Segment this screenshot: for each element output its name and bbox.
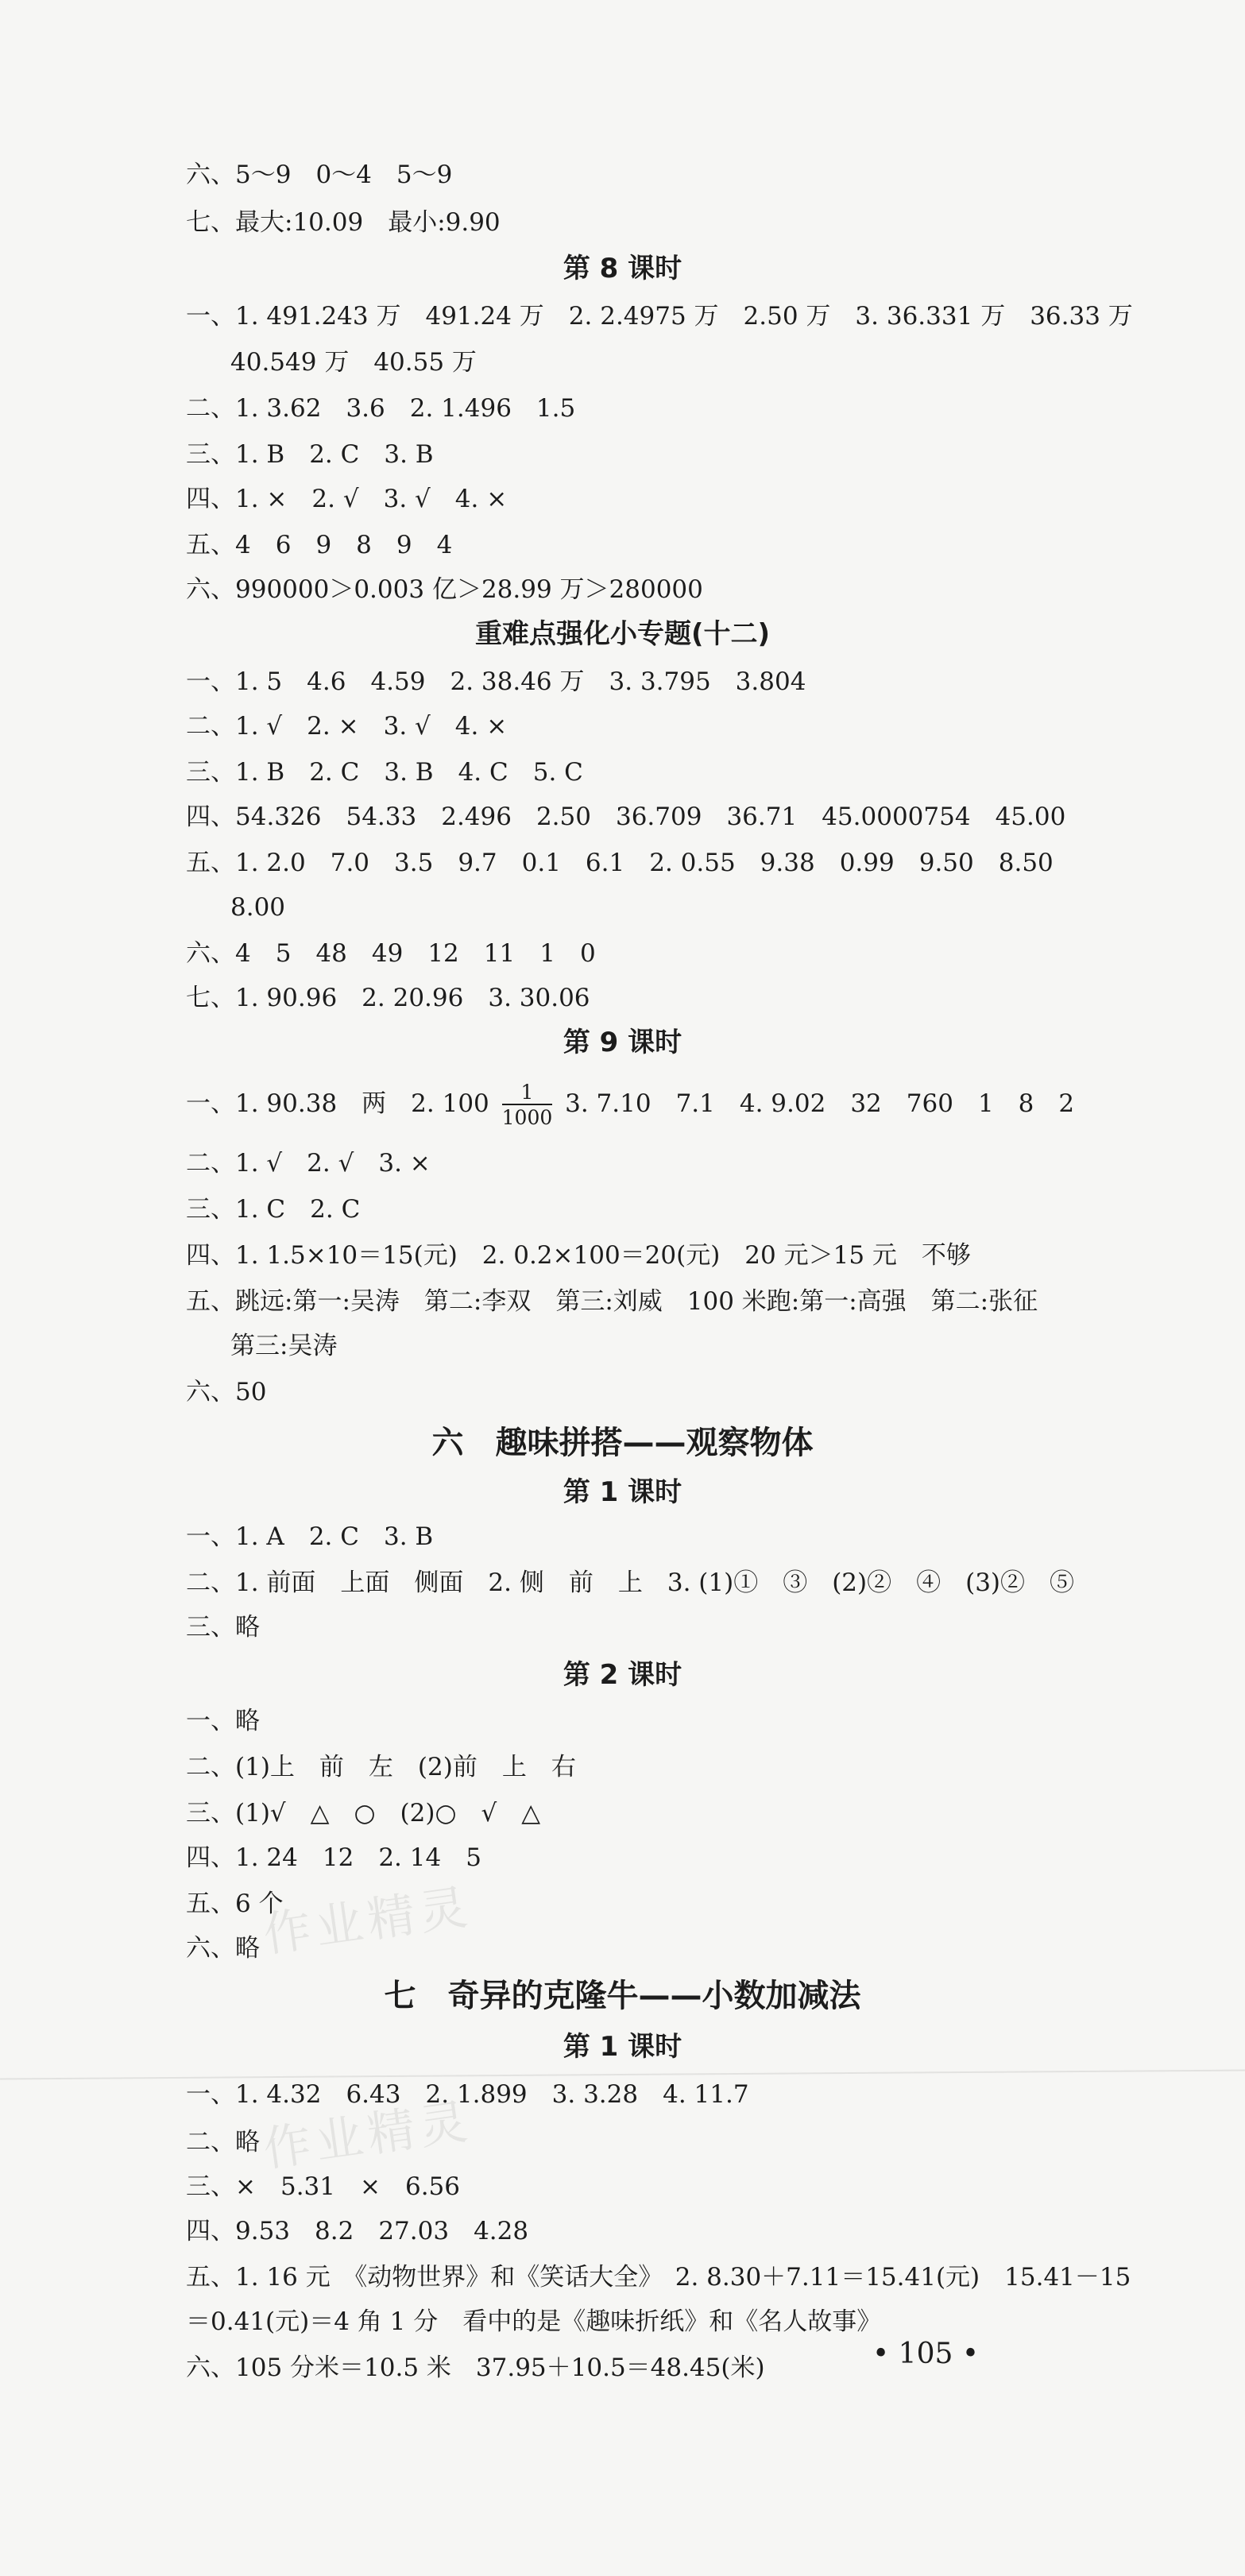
answer-line: 8.00: [230, 893, 286, 922]
watermark: 作业精灵: [260, 1878, 476, 1963]
answer-line: 五、1. 16 元 《动物世界》和《笑话大全》 2. 8.30＋7.11＝15.41(元) 15.41－15: [186, 2263, 1131, 2292]
answer-line: 三、(1)√ △ ○ (2)○ √ △: [186, 1799, 541, 1828]
answer-line: 第三:吴涛: [230, 1332, 338, 1360]
answer-line: 一、1. 5 4.6 4.59 2. 38.46 万 3. 3.795 3.804: [186, 667, 806, 696]
answer-line: 三、1. C 2. C: [186, 1195, 361, 1224]
answer-line: 五、6 个: [186, 1889, 284, 1918]
section-heading: 第 1 课时: [563, 1476, 682, 1508]
answer-line: 四、54.326 54.33 2.496 2.50 36.709 36.71 45.0000754 45.00: [186, 803, 1066, 831]
answer-line: 五、跳远:第一:吴涛 第二:李双 第三:刘威 100 米跑:第一:高强 第二:张征: [186, 1287, 1038, 1316]
answer-text: 一、1. 90.38 两 2. 100: [186, 1089, 489, 1118]
answer-line: 六、50: [186, 1378, 267, 1406]
answer-line: 40.549 万 40.55 万: [230, 348, 477, 377]
answer-line: 一、1. 491.243 万 491.24 万 2. 2.4975 万 2.50 万 3. 36.331 万 36.33 万: [186, 302, 1133, 331]
unit-heading: 六 趣味拼搭——观察物体: [431, 1425, 814, 1461]
unit-heading: 七 奇异的克隆牛——小数加减法: [384, 1978, 861, 2014]
answer-line: 七、最大:10.09 最小:9.90: [186, 208, 501, 237]
answer-line: 三、× 5.31 × 6.56: [186, 2172, 460, 2201]
answer-text: 3. 7.10 7.1 4. 9.02 32 760 1 8 2: [565, 1089, 1075, 1118]
watermark: 作业精灵: [260, 2093, 476, 2178]
answer-line: 四、1. 1.5×10＝15(元) 2. 0.2×100＝20(元) 20 元＞15 元 不够: [186, 1241, 971, 1270]
section-heading: 第 2 课时: [563, 1659, 682, 1691]
answer-line: 二、1. 3.62 3.6 2. 1.496 1.5: [186, 394, 576, 423]
answer-line: 二、略: [186, 2128, 260, 2156]
answer-line: 二、(1)上 前 左 (2)前 上 右: [186, 1753, 576, 1781]
answer-line: 三、1. B 2. C 3. B: [186, 440, 434, 469]
answer-line: 三、1. B 2. C 3. B 4. C 5. C: [186, 758, 583, 787]
section-heading: 第 8 课时: [563, 253, 682, 284]
section-heading: 重难点强化小专题(十二): [474, 618, 771, 650]
answer-line: 六、略: [186, 1934, 260, 1963]
page-number: • 105 •: [872, 2338, 980, 2370]
fraction-denominator: 1000: [501, 1106, 553, 1129]
answer-line: 七、1. 90.96 2. 20.96 3. 30.06: [186, 984, 590, 1012]
answer-line: 二、1. 前面 上面 侧面 2. 侧 前 上 3. (1)① ③ (2)② ④ (3)② ⑤: [186, 1568, 1075, 1597]
answer-line-with-fraction: [186, 1081, 1086, 1129]
section-heading: 第 1 课时: [563, 2031, 682, 2063]
answer-line: 五、4 6 9 8 9 4: [186, 531, 453, 559]
fraction: [502, 1082, 553, 1127]
answer-line: 四、1. × 2. √ 3. √ 4. ×: [186, 485, 508, 513]
answer-line: 四、1. 24 12 2. 14 5: [186, 1843, 481, 1872]
answer-line: 五、1. 2.0 7.0 3.5 9.7 0.1 6.1 2. 0.55 9.38 0.99 9.50 8.50: [186, 849, 1054, 877]
answer-line: 六、4 5 48 49 12 11 1 0: [186, 939, 596, 968]
answer-line: 六、105 分米＝10.5 米 37.95＋10.5＝48.45(米): [186, 2354, 765, 2382]
answer-line: ＝0.41(元)＝4 角 1 分 看中的是《趣味折纸》和《名人故事》: [186, 2307, 882, 2336]
answer-line: 一、1. 4.32 6.43 2. 1.899 3. 3.28 4. 11.7: [186, 2080, 749, 2109]
answer-line: 二、1. √ 2. × 3. √ 4. ×: [186, 712, 508, 741]
answer-line: 六、990000＞0.003 亿＞28.99 万＞280000: [186, 575, 703, 604]
answer-line: 三、略: [186, 1613, 260, 1642]
fraction-numerator: 1: [502, 1082, 553, 1105]
answer-line: 六、5～9 0～4 5～9: [186, 161, 453, 189]
answer-line: 四、9.53 8.2 27.03 4.28: [186, 2217, 529, 2245]
answer-line: 一、1. A 2. C 3. B: [186, 1522, 434, 1551]
section-heading: 第 9 课时: [563, 1027, 682, 1058]
answer-line: 一、略: [186, 1707, 260, 1735]
answer-line: 二、1. √ 2. √ 3. ×: [186, 1149, 431, 1178]
